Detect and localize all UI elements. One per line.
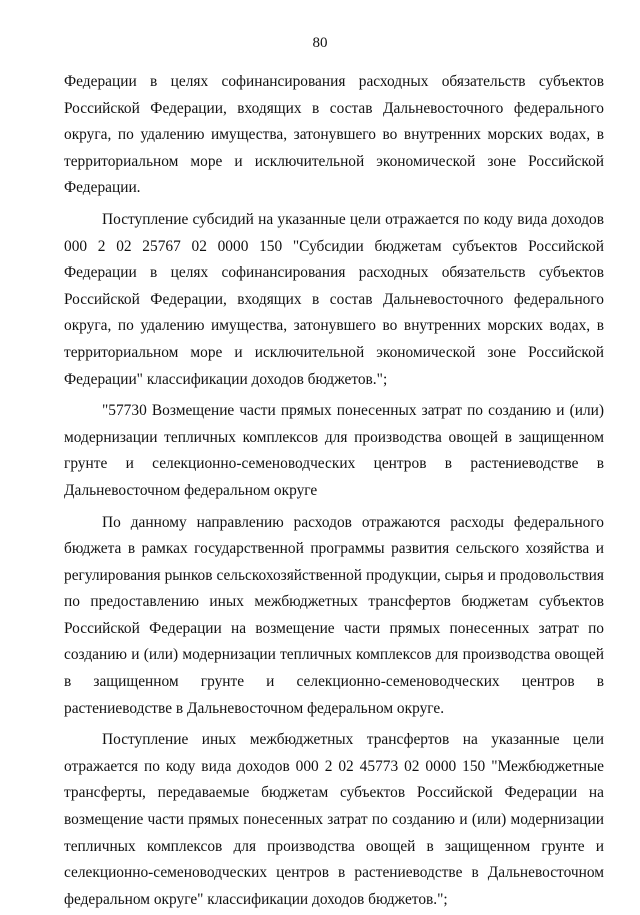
paragraph-expenditure-direction: По данному направлению расходов отражаются расходы федерального бюджета в рамках государственной программы развития сельского хозяйства и регулирования рынков сельскохозяйственной продукции, сырья и продовольствия по предоставлению иных межбюджетных трансфертов бюджетам субъектов Российской Федерации на возмещение части прямых понесенных затрат по созданию и (или) модернизации тепличных комплексов для производства овощей в защищенном грунте и селекционно-семеноводческих центров в растениеводстве в Дальневосточном федеральном округе. [64,513,604,717]
paragraph-transfers-receipt: Поступление иных межбюджетных трансфертов на указанные цели отражается по коду вида доходов 000 2 02 45773 02 0000 150 "Межбюджетные трансферты, передаваемые бюджетам субъектов Российской Федерации на возмещение части прямых понесенных затрат по созданию и (или) модернизации тепличных комплексов для производства овощей в защищенном грунте и селекционно-семеноводческих центров в растениеводстве в Дальневосточном федеральном округе" классификации доходов бюджетов."; [64,731,604,908]
document-body [64,69,604,913]
page-number: 80 [312,35,328,51]
paragraph-code-57730: "57730 Возмещение части прямых понесенных затрат по созданию и (или) модернизации тепличных комплексов для производства овощей в защищенном грунте и селекционно-семеноводческих центров в растениеводстве в Дальневосточном федеральном округе [64,402,604,499]
paragraph-subsidies-receipt: Поступление субсидий на указанные цели отражается по коду вида доходов 000 2 02 25767 02 0000 150 "Субсидии бюджетам субъектов Российской Федерации в целях софинансирования расходных обязательств субъектов Российской Федерации, входящих в состав Дальневосточного федерального округа, по удалению имущества, затонувшего во внутренних морских водах, в территориальном море и исключительной экономической зоне Российской Федерации" классификации доходов бюджетов."; [64,210,604,388]
paragraph-continuation: Федерации в целях софинансирования расходных обязательств субъектов Российской Федерации, входящих в состав Дальневосточного федерального округа, по удалению имущества, затонувшего во внутренних морских водах, в территориальном море и исключительной экономической зоне Российской Федерации. [64,73,604,197]
